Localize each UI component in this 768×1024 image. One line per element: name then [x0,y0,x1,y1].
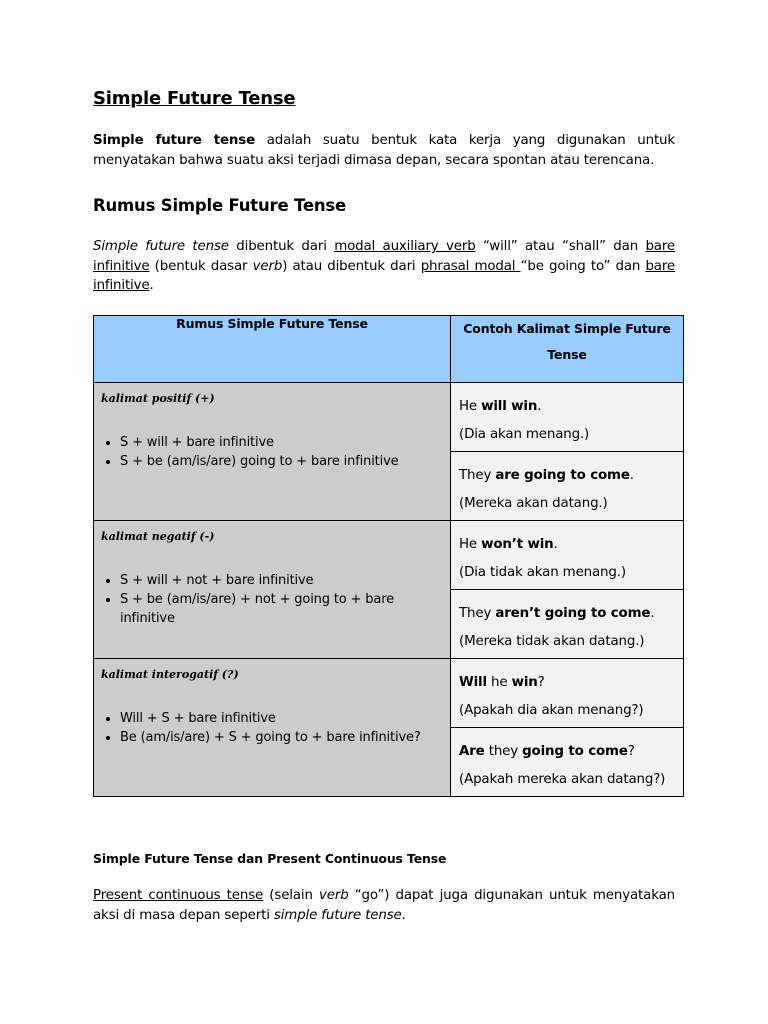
example-sentence: They aren’t going to come. [459,606,655,621]
section-title: Rumus Simple Future Tense [93,196,347,215]
formula-list [94,433,450,471]
subheading: Simple Future Tense dan Present Continuous Tense [93,851,447,866]
rumus-text: “be going to” dan [520,258,646,274]
example-sentence: Will he win? [459,675,545,690]
table-header-row [94,316,684,383]
rumus-paragraph [93,237,675,296]
header-contoh [451,316,684,383]
example-cell [451,383,684,452]
example-translation: (Mereka akan datang.) [459,495,608,511]
pc-verb: verb [319,888,349,903]
list-item: • Will + S + bare infinitive [120,709,450,728]
header-rumus: Rumus Simple Future Tense [94,316,451,383]
example-cell [451,590,684,659]
rumus-table [93,315,684,797]
table-row [94,383,684,452]
example-translation: (Apakah mereka akan datang?) [459,771,666,787]
example-cell [451,521,684,590]
page-title: Simple Future Tense [93,88,296,109]
intro-text: adalah suatu bentuk kata kerja yang digunakan untuk menyatakan bahwa suatu aksi terjadi dimasa depan, secara spontan atau terencana. [93,133,675,168]
intro-term: Simple future tense [93,133,256,148]
present-continuous-paragraph [93,886,675,925]
rumus-verb: verb [252,258,283,274]
intro-paragraph [93,131,675,170]
formula-cell-positif [94,383,451,521]
example-sentence: Are they going to come? [459,744,635,759]
example-translation: (Mereka tidak akan datang.) [459,633,645,649]
example-cell [451,452,684,521]
list-item: • S + will + not + bare infinitive [120,571,450,590]
list-item: • S + be (am/is/are) + not + going to + bare infinitive [120,590,450,628]
present-continuous-link[interactable]: Present continuous tense [93,888,264,903]
example-sentence: They are going to come. [459,468,634,483]
formula-cell-negatif [94,521,451,659]
rumus-text: (bentuk dasar [149,258,253,274]
example-cell [451,659,684,728]
formula-list [94,571,450,628]
example-sentence: He will win. [459,399,542,414]
pc-text: (selain [263,888,319,903]
example-cell [451,728,684,797]
rumus-text: dibentuk dari [228,239,335,254]
bare-infinitive-link-2[interactable]: bare infinitive [93,258,676,293]
bare-infinitive-link[interactable]: bare infinitive [93,239,676,274]
pc-text: “go”) dapat juga digunakan untuk menyatakan aksi di masa depan seperti [93,888,675,923]
phrasal-modal-link[interactable]: phrasal modal [420,258,521,274]
formula-cell-interogatif [94,659,451,797]
list-item: • S + be (am/is/are) going to + bare infinitive [120,452,450,471]
list-item: • Be (am/is/are) + S + going to + bare infinitive? [120,728,450,747]
header-contoh-text: Contoh Kalimat Simple Future Tense [463,321,671,362]
formula-label: kalimat positif (+) [101,392,215,405]
rumus-text: ) atau dibentuk dari [282,258,421,274]
formula-list [94,709,450,747]
list-item: • S + will + bare infinitive [120,433,450,452]
example-translation: (Dia akan menang.) [459,426,590,442]
modal-auxiliary-verb-link[interactable]: modal auxiliary verb [334,239,476,254]
example-translation: (Dia tidak akan menang.) [459,564,626,580]
table-row [94,521,684,590]
example-translation: (Apakah dia akan menang?) [459,702,644,718]
example-sentence: He won’t win. [459,537,558,552]
pc-term: simple future tense [273,907,402,923]
pc-text: . [401,907,406,923]
rumus-term: Simple future tense [93,239,229,254]
formula-label: kalimat negatif (-) [101,530,215,543]
formula-label: kalimat interogatif (?) [101,668,239,681]
table-row [94,659,684,728]
rumus-text: . [149,278,154,293]
rumus-text: “will” atau “shall” dan [475,239,646,254]
